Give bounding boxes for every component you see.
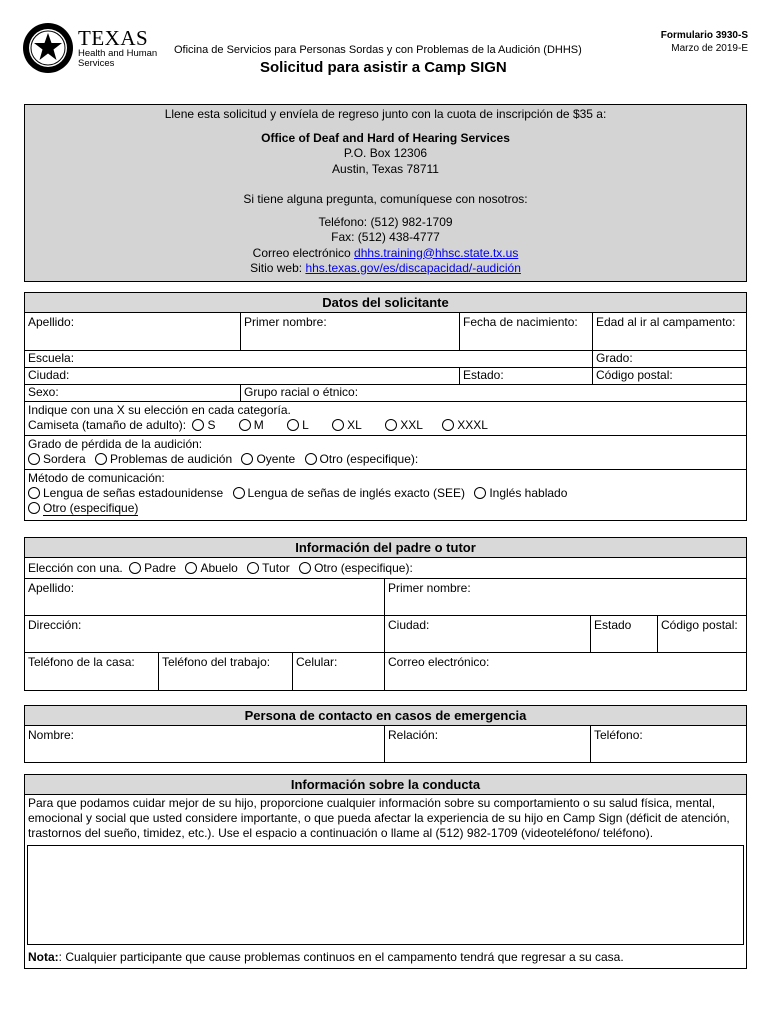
hearing-loss-label: Grado de pérdida de la audición: xyxy=(28,437,203,451)
radio-icon[interactable] xyxy=(95,453,107,465)
emergency-row xyxy=(25,726,746,762)
radio-icon[interactable] xyxy=(233,487,245,499)
applicant-name-row xyxy=(25,313,746,351)
applicant-section-title: Datos del solicitante xyxy=(25,293,746,313)
emergency-name-field[interactable] xyxy=(25,726,385,762)
org-name: Office of Deaf and Hard of Hearing Services xyxy=(261,130,510,145)
shirt-option-xxxl[interactable] xyxy=(439,418,488,432)
hearing-option-hearing-label: Oyente xyxy=(256,452,296,466)
shirt-size-label: Camiseta (tamaño de adulto): xyxy=(28,418,187,432)
parent-section xyxy=(24,537,747,691)
parent-address-field[interactable] xyxy=(25,616,385,652)
shirt-option-xl-label: XL xyxy=(347,418,362,432)
form-date: Marzo de 2019-E xyxy=(671,43,748,54)
web-line xyxy=(25,261,746,277)
po-box: P.O. Box 12306 xyxy=(343,146,428,160)
instruction-text: Indique con una X su elección en cada categoría. xyxy=(28,403,291,417)
form-number: Formulario 3930-S xyxy=(660,30,748,41)
parent-option-grandparent[interactable] xyxy=(182,561,237,575)
radio-icon[interactable] xyxy=(241,453,253,465)
applicant-grade-field[interactable] xyxy=(593,351,746,367)
city-state: Austin, Texas 78711 xyxy=(332,161,439,176)
applicant-sex-label: Sexo: xyxy=(28,385,59,399)
note-text: : Cualquier participante que cause problemas continuos en el campamento tendrá que regresar a su casa. xyxy=(58,950,624,964)
radio-icon[interactable] xyxy=(247,562,259,574)
form-header xyxy=(22,22,748,92)
radio-icon[interactable] xyxy=(28,502,40,514)
shirt-option-s[interactable] xyxy=(189,418,215,432)
parent-phone-row xyxy=(25,653,746,690)
parent-city-field[interactable] xyxy=(385,616,591,652)
parent-home-phone-label: Teléfono de la casa: xyxy=(28,655,135,669)
parent-option-guardian-label: Tutor xyxy=(262,561,290,575)
applicant-city-field[interactable] xyxy=(25,368,460,384)
applicant-zip-field[interactable] xyxy=(593,368,746,384)
radio-icon[interactable] xyxy=(192,419,204,431)
parent-email-label: Correo electrónico: xyxy=(388,655,490,669)
shirt-option-m[interactable] xyxy=(236,418,264,432)
form-title: Solicitud para asistir a Camp SIGN xyxy=(260,59,507,76)
applicant-state-label: Estado: xyxy=(463,368,504,382)
shirt-option-s-label: S xyxy=(207,418,216,432)
radio-icon[interactable] xyxy=(28,453,40,465)
applicant-city-label: Ciudad: xyxy=(28,368,70,382)
communication-label: Método de comunicación: xyxy=(28,471,165,485)
hearing-option-other-label: Otro (especifique): xyxy=(319,452,419,466)
emergency-section xyxy=(24,705,747,763)
parent-address-row xyxy=(25,616,746,653)
emergency-phone-label: Teléfono: xyxy=(594,728,643,742)
applicant-dob-label: Fecha de nacimiento: xyxy=(463,315,578,329)
emergency-relation-label: Relación: xyxy=(388,728,439,742)
parent-work-phone-field[interactable] xyxy=(159,653,293,690)
parent-address-label: Dirección: xyxy=(28,618,82,632)
shirt-option-l[interactable] xyxy=(284,418,309,432)
parent-state-label: Estado xyxy=(594,618,632,632)
comm-option-spoken-english[interactable] xyxy=(471,486,567,500)
applicant-grade-label: Grado: xyxy=(596,351,633,365)
parent-name-row xyxy=(25,579,746,616)
hearing-option-hard-of-hearing[interactable] xyxy=(92,452,232,466)
shirt-option-xxxl-label: XXXL xyxy=(457,418,488,432)
radio-icon[interactable] xyxy=(442,419,454,431)
logo-subtitle-1: Health and Human xyxy=(78,47,158,59)
radio-icon[interactable] xyxy=(28,487,40,499)
radio-icon[interactable] xyxy=(305,453,317,465)
parent-first-name-label: Primer nombre: xyxy=(388,581,471,595)
applicant-state-field[interactable] xyxy=(460,368,593,384)
parent-first-name-field[interactable] xyxy=(385,579,746,615)
comm-option-english-label: Inglés hablado xyxy=(489,486,568,500)
applicant-race-label: Grupo racial o étnico: xyxy=(244,385,359,399)
applicant-school-label: Escuela: xyxy=(28,351,75,365)
parent-home-phone-field[interactable] xyxy=(25,653,159,690)
comm-option-see-label: Lengua de señas de inglés exacto (SEE) xyxy=(247,486,465,500)
applicant-age-label: Edad al ir al campamento: xyxy=(596,315,736,329)
parent-city-label: Ciudad: xyxy=(388,618,430,632)
parent-cell-label: Celular: xyxy=(296,655,338,669)
comm-option-other-label: Otro (especifique) xyxy=(43,501,139,515)
conduct-description: Para que podamos cuidar mejor de su hijo, proporcione cualquier información sobre su comportamiento o su salud física, mental, emocional y social que usted considere importante, o que pueda afectar la experiencia de su hijo en Camp Sign (déficit de atención, trastornos del sueño, timidez, etc.). Use el espacio a continuación o llame al (512) 982-1709 (videoteléfono/ teléfono). xyxy=(28,796,730,840)
conduct-section xyxy=(24,774,747,969)
logo-title: TEXAS xyxy=(78,25,149,50)
logo-subtitle-2: Services xyxy=(78,57,115,69)
shirt-option-l-label: L xyxy=(302,418,309,432)
phone-text: Teléfono: (512) 982-1709 xyxy=(318,214,453,229)
hearing-option-other[interactable] xyxy=(302,452,419,466)
radio-icon[interactable] xyxy=(129,562,141,574)
radio-icon[interactable] xyxy=(332,419,344,431)
comm-option-other[interactable] xyxy=(25,501,743,516)
emergency-relation-field[interactable] xyxy=(385,726,591,762)
parent-zip-label: Código postal: xyxy=(661,618,738,632)
radio-icon[interactable] xyxy=(299,562,311,574)
parent-section-title: Información del padre o tutor xyxy=(25,538,746,558)
emergency-phone-field[interactable] xyxy=(591,726,746,762)
conduct-note xyxy=(25,949,746,968)
hearing-loss-row xyxy=(25,436,746,470)
radio-icon[interactable] xyxy=(239,419,251,431)
applicant-first-name-label: Primer nombre: xyxy=(244,315,327,329)
email-link[interactable]: dhhs.training@hhsc.state.tx.us xyxy=(354,245,519,260)
parent-choice-label: Elección con una. xyxy=(28,561,123,575)
communication-row xyxy=(25,470,746,520)
emergency-name-label: Nombre: xyxy=(28,728,75,742)
hearing-option-deaf[interactable] xyxy=(25,452,86,466)
shirt-option-xxl[interactable] xyxy=(382,418,423,432)
applicant-zip-label: Código postal: xyxy=(596,368,673,382)
applicant-first-name-field[interactable] xyxy=(241,313,460,350)
communication-group xyxy=(25,486,743,501)
applicant-school-field[interactable] xyxy=(25,351,593,367)
texas-seal-icon xyxy=(22,22,74,74)
parent-option-father[interactable] xyxy=(126,561,176,575)
web-link[interactable]: hhs.texas.gov/es/discapacidad/-audición xyxy=(305,261,521,275)
hearing-option-hoh-label: Problemas de audición xyxy=(110,452,233,466)
applicant-school-row xyxy=(25,351,746,368)
applicant-last-name-field[interactable] xyxy=(25,313,241,350)
email-label: Correo electrónico xyxy=(252,245,355,260)
hearing-option-hearing[interactable] xyxy=(238,452,295,466)
shirt-size-group xyxy=(28,418,743,433)
radio-icon[interactable] xyxy=(474,487,486,499)
fax-text: Fax: (512) 438-4777 xyxy=(331,230,440,244)
applicant-section xyxy=(24,292,747,521)
radio-icon[interactable] xyxy=(287,419,299,431)
email-line xyxy=(25,246,746,262)
parent-email-field[interactable] xyxy=(385,653,746,690)
hhs-logo xyxy=(22,22,157,74)
shirt-option-xxl-label: XXL xyxy=(400,418,423,432)
applicant-race-field[interactable] xyxy=(241,385,746,401)
parent-cell-field[interactable] xyxy=(293,653,385,690)
intro-text: Llene esta solicitud y envíela de regreso junto con la cuota de inscripción de $35 a: xyxy=(164,107,607,121)
web-label: Sitio web: xyxy=(250,261,306,275)
conduct-section-title: Información sobre la conducta xyxy=(25,775,746,795)
instructions-box xyxy=(24,104,747,282)
conduct-textarea[interactable] xyxy=(27,845,744,945)
note-label: Nota: xyxy=(28,950,59,964)
parent-zip-field[interactable] xyxy=(658,616,746,652)
applicant-sex-field[interactable] xyxy=(25,385,241,401)
applicant-city-row xyxy=(25,368,746,385)
hearing-loss-group xyxy=(25,452,743,467)
emergency-section-title: Persona de contacto en casos de emergencia xyxy=(25,706,746,726)
comm-option-see[interactable] xyxy=(230,486,465,500)
parent-option-other-label: Otro (especifique): xyxy=(314,561,413,575)
applicant-dob-field[interactable] xyxy=(460,313,593,350)
applicant-age-field[interactable] xyxy=(593,313,746,350)
radio-icon[interactable] xyxy=(185,562,197,574)
hearing-option-deaf-label: Sordera xyxy=(43,452,86,466)
parent-work-phone-label: Teléfono del trabajo: xyxy=(162,655,271,669)
parent-option-other[interactable] xyxy=(296,561,413,575)
parent-choice-row xyxy=(25,558,746,579)
applicant-last-name-label: Apellido: xyxy=(28,315,75,329)
comm-option-asl[interactable] xyxy=(25,486,223,500)
shirt-option-m-label: M xyxy=(253,418,264,432)
parent-state-field[interactable] xyxy=(591,616,658,652)
parent-option-grandparent-label: Abuelo xyxy=(200,561,238,575)
parent-last-name-label: Apellido: xyxy=(28,581,75,595)
office-name: Oficina de Servicios para Personas Sordas y con Problemas de la Audición (DHHS) xyxy=(174,44,582,56)
shirt-size-row xyxy=(25,402,746,436)
shirt-option-xl[interactable] xyxy=(329,418,362,432)
parent-option-guardian[interactable] xyxy=(244,561,290,575)
radio-icon[interactable] xyxy=(385,419,397,431)
parent-last-name-field[interactable] xyxy=(25,579,385,615)
question-text: Si tiene alguna pregunta, comuníquese con nosotros: xyxy=(243,192,528,206)
comm-option-asl-label: Lengua de señas estadounidense xyxy=(43,486,224,500)
applicant-sex-row xyxy=(25,385,746,402)
parent-option-father-label: Padre xyxy=(144,561,177,575)
